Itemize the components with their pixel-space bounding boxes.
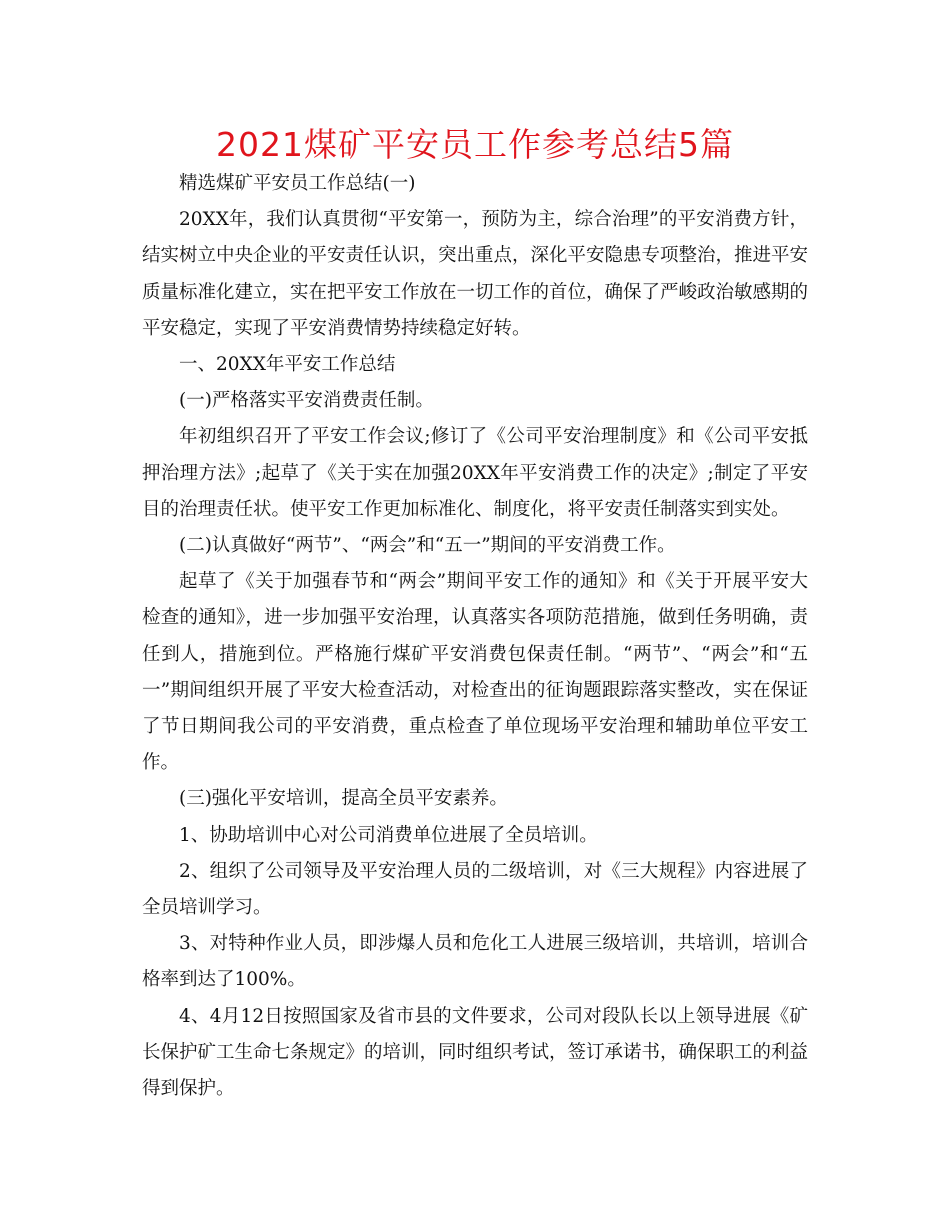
list-item-2: 2、组织了公司领导及平安治理人员的二级培训，对《三大规程》内容进展了全员培训学习。 <box>142 860 808 919</box>
subsection-heading-3: (三)强化平安培训，提高全员平安素养。 <box>179 788 508 810</box>
document-body <box>142 166 808 1107</box>
paragraph-intro: 20XX年，我们认真贯彻“平安第一，预防为主，综合治理”的平安消费方针，结实树立中央企业的平安责任认识，突出重点，深化平安隐患专项整治，推进平安质量标准化建立，实在把平安工作放在一切工作的首位，确保了严峻政治敏感期的平安稳定，实现了平安消费情势持续稳定好转。 <box>142 209 809 339</box>
subsection-heading-1: (一)严格落实平安消费责任制。 <box>179 390 434 412</box>
section-heading: 一、20XX年平安工作总结 <box>179 354 396 376</box>
subsection-heading-2: (二)认真做好“两节”、“两会”和“五一”期间的平安消费工作。 <box>179 535 676 557</box>
list-item-3: 3、对特种作业人员，即涉爆人员和危化工人进展三级培训，共培训，培训合格率到达了100%。 <box>142 933 808 991</box>
document-title: 2021煤矿平安员工作参考总结5篇 <box>216 125 734 164</box>
list-item-1: 1、协助培训中心对公司消费单位进展了全员培训。 <box>179 824 598 846</box>
list-item-4: 4、4月12日按照国家及省市县的文件要求，公司对段队长以上领导进展《矿长保护矿工生命七条规定》的培训，同时组织考试，签订承诺书，确保职工的利益得到保护。 <box>142 1005 809 1100</box>
paragraph-2: 起草了《关于加强春节和“两会”期间平安工作的通知》和《关于开展平安大检查的通知》，进一步加强平安治理，认真落实各项防范措施，做到任务明确，责任到人，措施到位。严格施行煤矿平安消费包保责任制。“两节”、“两会”和“五一”期间组织开展了平安大检查活动，对检查出的征询题跟踪落实整改，实在保证了节日期间我公司的平安消费，重点检查了单位现场平安治理和辅助单位平安工作。 <box>142 571 808 774</box>
paragraph-subtitle: 精选煤矿平安员工作总结(一) <box>179 173 416 194</box>
paragraph-1: 年初组织召开了平安工作会议;修订了《公司平安治理制度》和《公司平安抵押治理方法》;起草了《关于实在加强20XX年平安消费工作的决定》;制定了平安目的治理责任状。使平安工作更加标准化、制度化，将平安责任制落实到实处。 <box>142 426 808 520</box>
